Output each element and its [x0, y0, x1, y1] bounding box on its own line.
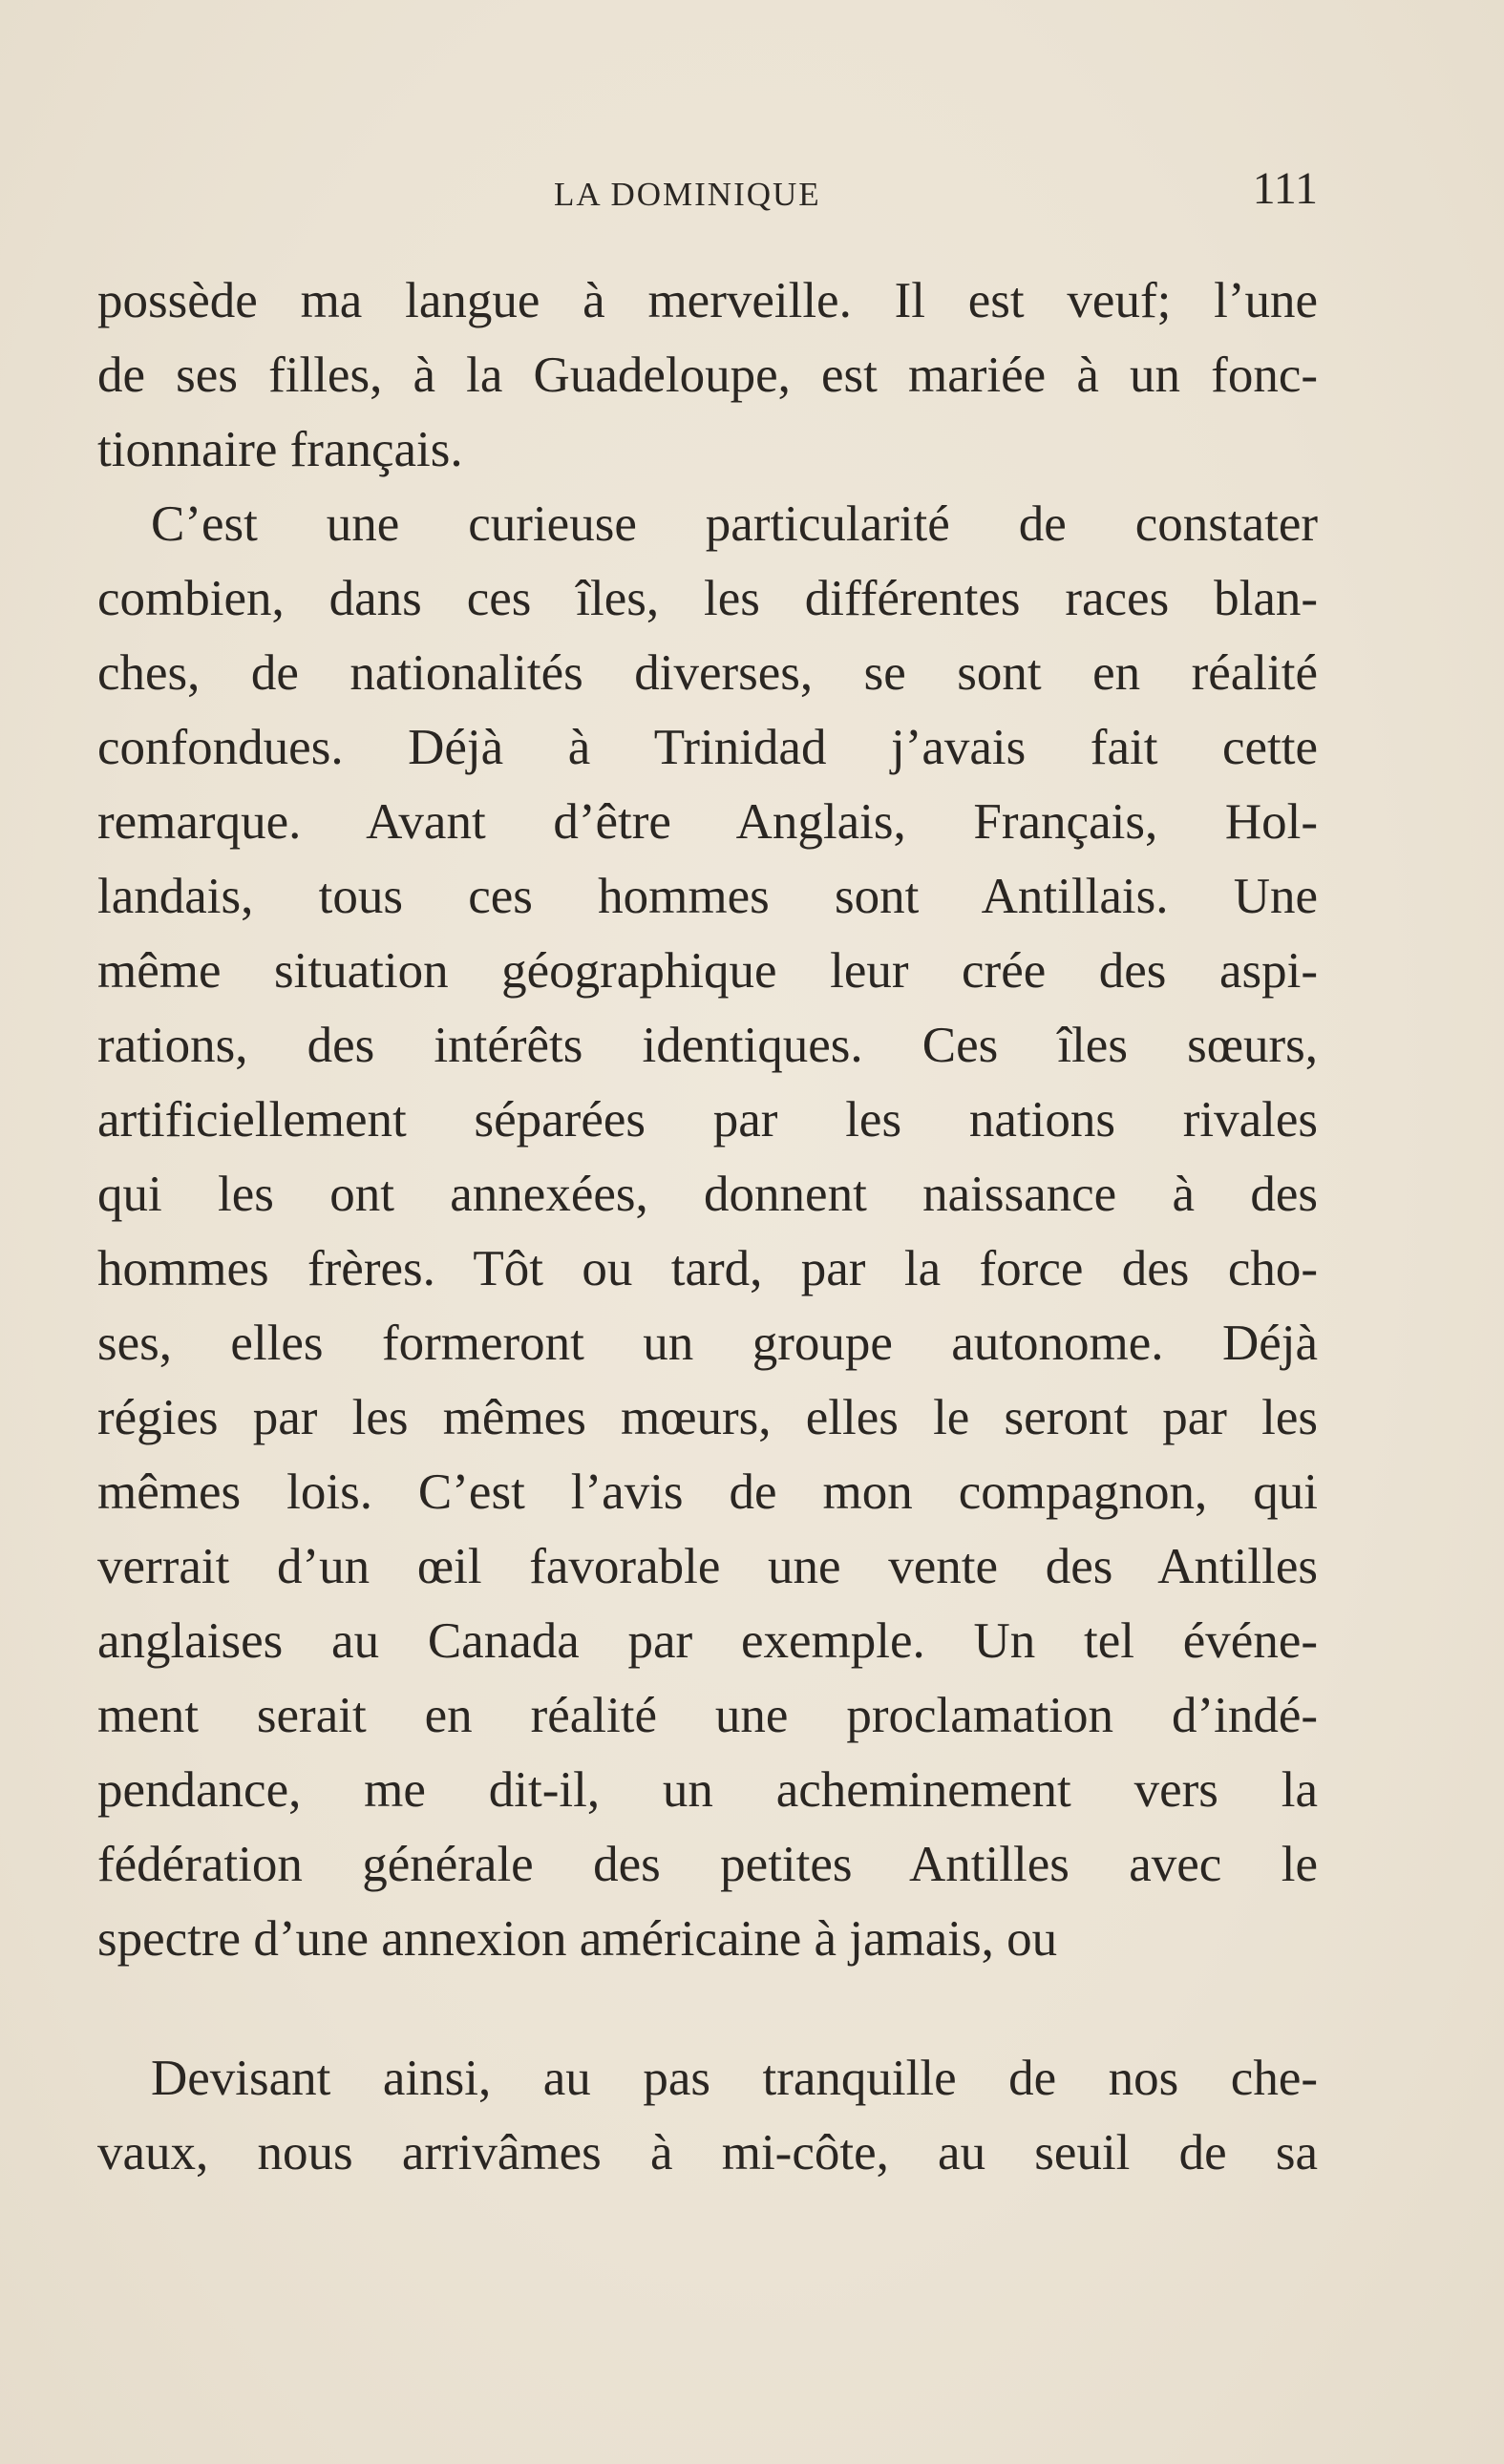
page-header	[97, 162, 1318, 220]
text-line: combien, dans ces îles, les différentes races blan-	[97, 571, 1318, 626]
paragraph	[97, 487, 1318, 1976]
text-line: landais, tous ces hommes sont Antillais. Une	[97, 869, 1318, 924]
paragraph	[97, 263, 1318, 487]
text-line: fédération générale des petites Antilles avec le	[97, 1837, 1318, 1892]
text-line: remarque. Avant d’être Anglais, Français, Hol-	[97, 794, 1318, 850]
running-title: LA DOMINIQUE	[554, 176, 821, 213]
text-line: C’est une curieuse particularité de constater	[151, 496, 1318, 552]
text-line: ses, elles formeront un groupe autonome. Déjà	[97, 1316, 1318, 1371]
paragraph	[97, 2041, 1318, 2190]
paragraph-gap	[97, 1976, 1318, 2041]
page-number: 111	[1252, 163, 1318, 214]
text-line: ment serait en réalité une proclamation d’indé-	[97, 1688, 1318, 1743]
text-line: Devisant ainsi, au pas tranquille de nos che-	[151, 2051, 1318, 2106]
text-line: même situation géographique leur crée des aspi-	[97, 943, 1318, 999]
text-line: ches, de nationalités diverses, se sont en réalité	[97, 645, 1318, 701]
text-line: artificiellement séparées par les nations rivales	[97, 1092, 1318, 1148]
text-line: pendance, me dit-il, un acheminement vers la	[97, 1762, 1318, 1818]
text-line: anglaises au Canada par exemple. Un tel événe-	[97, 1613, 1318, 1669]
text-line: de ses filles, à la Guadeloupe, est mariée à un fonc-	[97, 347, 1318, 403]
text-line: spectre d’une annexion américaine à jamais, ou	[97, 1911, 1058, 1967]
text-line: régies par les mêmes mœurs, elles le seront par les	[97, 1390, 1318, 1445]
text-line: confondues. Déjà à Trinidad j’avais fait cette	[97, 720, 1318, 775]
text-line: tionnaire français.	[97, 422, 463, 477]
text-line: hommes frères. Tôt ou tard, par la force des cho-	[97, 1241, 1318, 1296]
text-line: qui les ont annexées, donnent naissance à des	[97, 1167, 1318, 1222]
text-line: vaux, nous arrivâmes à mi-côte, au seuil de sa	[97, 2125, 1318, 2180]
text-line: possède ma langue à merveille. Il est veuf; l’une	[97, 273, 1318, 328]
text-line: rations, des intérêts identiques. Ces îles sœurs,	[97, 1018, 1318, 1073]
text-line: verrait d’un œil favorable une vente des Antilles	[97, 1539, 1318, 1594]
text-line: mêmes lois. C’est l’avis de mon compagnon, qui	[97, 1464, 1318, 1520]
body-text	[97, 263, 1318, 2190]
